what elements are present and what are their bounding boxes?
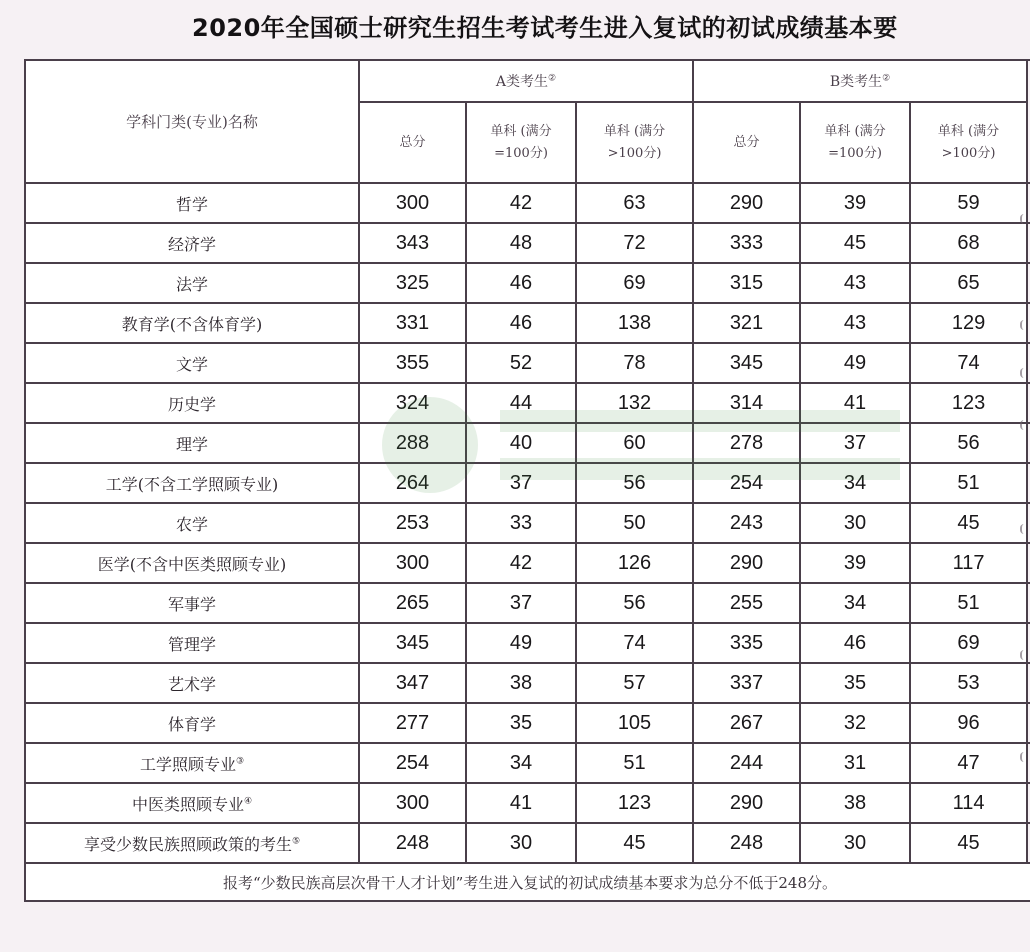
a-single-100-score: 44 <box>466 383 576 423</box>
b-single-gt100-line2: >100分) <box>941 145 996 161</box>
group-a-label: A类考生 <box>495 74 549 90</box>
a-total-score: 248 <box>359 823 466 863</box>
a-single-gt100-score: 57 <box>576 663 693 703</box>
edge-mark <box>1020 420 1028 430</box>
a-single-gt100-score: 78 <box>576 343 693 383</box>
b-single-gt100-score: 53 <box>910 663 1027 703</box>
table-row <box>25 783 1030 823</box>
b-total-score: 267 <box>693 703 800 743</box>
b-single-100-score: 31 <box>800 743 910 783</box>
a-single-gt100-score: 72 <box>576 223 693 263</box>
subject-name: 中医类照顾专业 <box>131 794 244 814</box>
table-row <box>25 223 1030 263</box>
b-total-score: 254 <box>693 463 800 503</box>
a-single-100-score: 42 <box>466 543 576 583</box>
table-row <box>25 383 1030 423</box>
b-single-gt100-score: 65 <box>910 263 1027 303</box>
a-single-gt100-header <box>576 102 693 183</box>
a-total-score: 324 <box>359 383 466 423</box>
b-total-score: 244 <box>693 743 800 783</box>
a-single-100-line1: 单科 (满分 <box>490 123 552 139</box>
b-single-100-score: 43 <box>800 263 910 303</box>
a-single-gt100-score: 69 <box>576 263 693 303</box>
subject-name-cell <box>25 383 359 423</box>
a-single-100-score: 46 <box>466 303 576 343</box>
b-single-gt100-score: 45 <box>910 503 1027 543</box>
subject-name: 教育学(不含体育学) <box>121 314 263 334</box>
b-single-100-score: 30 <box>800 823 910 863</box>
footnote: 报考“少数民族高层次骨干人才计划”考生进入复试的初试成绩基本要求为总分不低于248分。 <box>25 863 1030 901</box>
b-single-100-score: 38 <box>800 783 910 823</box>
b-single-gt100-score: 56 <box>910 423 1027 463</box>
subject-name-cell <box>25 583 359 623</box>
b-single-gt100-score: 114 <box>910 783 1027 823</box>
table-row <box>25 423 1030 463</box>
a-single-100-score: 30 <box>466 823 576 863</box>
table-row <box>25 583 1030 623</box>
a-single-100-score: 40 <box>466 423 576 463</box>
b-total-score: 321 <box>693 303 800 343</box>
b-single-100-score: 49 <box>800 343 910 383</box>
edge-mark <box>1020 368 1028 378</box>
a-single-100-header <box>466 102 576 183</box>
a-total-score: 265 <box>359 583 466 623</box>
group-a-marker: ② <box>548 73 557 84</box>
footnote-marker: ④ <box>243 796 253 807</box>
subject-name-cell <box>25 503 359 543</box>
table-row <box>25 623 1030 663</box>
b-total-score: 290 <box>693 543 800 583</box>
a-single-gt100-score: 74 <box>576 623 693 663</box>
b-single-gt100-score: 51 <box>910 463 1027 503</box>
a-single-gt100-score: 45 <box>576 823 693 863</box>
b-single-gt100-score: 129 <box>910 303 1027 343</box>
b-total-score: 333 <box>693 223 800 263</box>
a-single-gt100-score: 126 <box>576 543 693 583</box>
a-single-gt100-score: 138 <box>576 303 693 343</box>
b-total-score: 243 <box>693 503 800 543</box>
b-single-gt100-score: 74 <box>910 343 1027 383</box>
table-row <box>25 343 1030 383</box>
a-total-score: 277 <box>359 703 466 743</box>
table-row <box>25 663 1030 703</box>
b-single-gt100-header <box>910 102 1027 183</box>
table-row <box>25 463 1030 503</box>
table-row <box>25 823 1030 863</box>
group-b-label: B类考生 <box>829 74 883 90</box>
b-single-gt100-score: 45 <box>910 823 1027 863</box>
subject-name: 工学照顾专业 <box>139 754 236 774</box>
b-single-100-score: 39 <box>800 543 910 583</box>
subject-name-cell <box>25 783 359 823</box>
a-total-score: 355 <box>359 343 466 383</box>
footnote-marker: ③ <box>235 756 245 767</box>
a-total-header: 总分 <box>359 102 466 183</box>
b-single-gt100-score: 59 <box>910 183 1027 223</box>
subject-name-cell <box>25 423 359 463</box>
a-single-100-score: 35 <box>466 703 576 743</box>
a-single-100-score: 41 <box>466 783 576 823</box>
b-total-score: 345 <box>693 343 800 383</box>
b-single-gt100-score: 47 <box>910 743 1027 783</box>
a-single-gt100-score: 105 <box>576 703 693 743</box>
subject-name-cell <box>25 303 359 343</box>
subject-name: 工学(不含工学照顾专业) <box>105 474 279 494</box>
b-single-gt100-score: 68 <box>910 223 1027 263</box>
b-single-100-score: 46 <box>800 623 910 663</box>
table-row <box>25 543 1030 583</box>
edge-mark <box>1020 320 1028 330</box>
a-single-100-score: 48 <box>466 223 576 263</box>
subject-name: 管理学 <box>167 634 216 654</box>
page-title: 2020年全国硕士研究生招生考试考生进入复试的初试成绩基本要 <box>192 14 898 42</box>
b-single-100-score: 34 <box>800 463 910 503</box>
b-total-score: 335 <box>693 623 800 663</box>
a-single-100-line2: =100分) <box>494 145 548 161</box>
table-row <box>25 263 1030 303</box>
a-total-score: 347 <box>359 663 466 703</box>
a-single-100-score: 37 <box>466 583 576 623</box>
subject-name: 医学(不含中医类照顾专业) <box>97 554 287 574</box>
score-table <box>24 59 1030 902</box>
b-total-score: 255 <box>693 583 800 623</box>
b-single-100-header <box>800 102 910 183</box>
subject-name-cell <box>25 343 359 383</box>
subject-name-cell <box>25 823 359 863</box>
a-single-100-score: 37 <box>466 463 576 503</box>
subject-name: 农学 <box>175 514 208 534</box>
a-single-gt100-score: 56 <box>576 463 693 503</box>
subject-name: 文学 <box>175 354 208 374</box>
subject-name: 历史学 <box>167 394 216 414</box>
a-single-100-score: 52 <box>466 343 576 383</box>
a-total-score: 300 <box>359 783 466 823</box>
subject-name-cell <box>25 263 359 303</box>
edge-mark <box>1020 524 1028 534</box>
a-single-gt100-score: 63 <box>576 183 693 223</box>
b-single-gt100-score: 69 <box>910 623 1027 663</box>
group-b-header <box>693 60 1027 102</box>
b-total-header: 总分 <box>693 102 800 183</box>
b-single-gt100-score: 96 <box>910 703 1027 743</box>
a-single-gt100-score: 56 <box>576 583 693 623</box>
group-b-marker: ② <box>882 73 891 84</box>
b-total-score: 278 <box>693 423 800 463</box>
b-single-100-score: 41 <box>800 383 910 423</box>
a-total-score: 288 <box>359 423 466 463</box>
a-total-score: 345 <box>359 623 466 663</box>
b-single-100-score: 39 <box>800 183 910 223</box>
subject-name-cell <box>25 463 359 503</box>
subject-name: 军事学 <box>167 594 216 614</box>
a-single-gt100-line2: >100分) <box>607 145 662 161</box>
a-single-gt100-line1: 单科 (满分 <box>603 123 666 139</box>
a-single-gt100-score: 51 <box>576 743 693 783</box>
b-single-gt100-score: 51 <box>910 583 1027 623</box>
a-total-score: 300 <box>359 543 466 583</box>
subject-name: 体育学 <box>167 714 216 734</box>
table-row <box>25 303 1030 343</box>
subject-name-cell <box>25 663 359 703</box>
edge-mark <box>1020 650 1028 660</box>
subject-name-cell <box>25 743 359 783</box>
a-single-100-score: 34 <box>466 743 576 783</box>
subject-name: 法学 <box>175 274 208 294</box>
edge-mark <box>1020 752 1028 762</box>
a-single-100-score: 33 <box>466 503 576 543</box>
b-single-100-score: 45 <box>800 223 910 263</box>
subject-name: 艺术学 <box>167 674 216 694</box>
b-single-100-score: 43 <box>800 303 910 343</box>
table-row <box>25 743 1030 783</box>
subject-name: 哲学 <box>175 194 208 214</box>
b-single-100-score: 30 <box>800 503 910 543</box>
a-total-score: 325 <box>359 263 466 303</box>
score-table-body <box>25 183 1030 863</box>
b-single-100-score: 34 <box>800 583 910 623</box>
a-total-score: 300 <box>359 183 466 223</box>
a-single-gt100-score: 123 <box>576 783 693 823</box>
a-total-score: 331 <box>359 303 466 343</box>
subject-name-cell <box>25 543 359 583</box>
a-single-gt100-score: 132 <box>576 383 693 423</box>
subject-name: 理学 <box>175 434 208 454</box>
a-total-score: 254 <box>359 743 466 783</box>
a-total-score: 264 <box>359 463 466 503</box>
b-total-score: 314 <box>693 383 800 423</box>
footnote-marker: ⑤ <box>291 836 301 847</box>
subject-name-cell <box>25 183 359 223</box>
b-single-100-score: 32 <box>800 703 910 743</box>
table-row <box>25 503 1030 543</box>
b-total-score: 337 <box>693 663 800 703</box>
a-single-100-score: 42 <box>466 183 576 223</box>
edge-mark <box>1020 214 1028 224</box>
a-single-100-score: 38 <box>466 663 576 703</box>
b-single-gt100-score: 123 <box>910 383 1027 423</box>
b-total-score: 290 <box>693 183 800 223</box>
a-single-gt100-score: 50 <box>576 503 693 543</box>
subject-name: 经济学 <box>167 234 216 254</box>
subject-name-cell <box>25 703 359 743</box>
table-row <box>25 183 1030 223</box>
subject-name-cell <box>25 623 359 663</box>
a-single-gt100-score: 60 <box>576 423 693 463</box>
a-single-100-score: 46 <box>466 263 576 303</box>
b-total-score: 248 <box>693 823 800 863</box>
b-single-100-score: 35 <box>800 663 910 703</box>
subject-name-cell <box>25 223 359 263</box>
b-total-score: 290 <box>693 783 800 823</box>
b-single-100-score: 37 <box>800 423 910 463</box>
a-total-score: 253 <box>359 503 466 543</box>
b-single-gt100-line1: 单科 (满分 <box>937 123 1000 139</box>
b-single-100-line2: =100分) <box>828 145 882 161</box>
subject-column-header: 学科门类(专业)名称 <box>25 60 359 183</box>
a-total-score: 343 <box>359 223 466 263</box>
b-single-100-line1: 单科 (满分 <box>824 123 886 139</box>
b-single-gt100-score: 117 <box>910 543 1027 583</box>
b-total-score: 315 <box>693 263 800 303</box>
group-a-header <box>359 60 693 102</box>
table-row <box>25 703 1030 743</box>
a-single-100-score: 49 <box>466 623 576 663</box>
subject-name: 享受少数民族照顾政策的考生 <box>83 834 292 854</box>
